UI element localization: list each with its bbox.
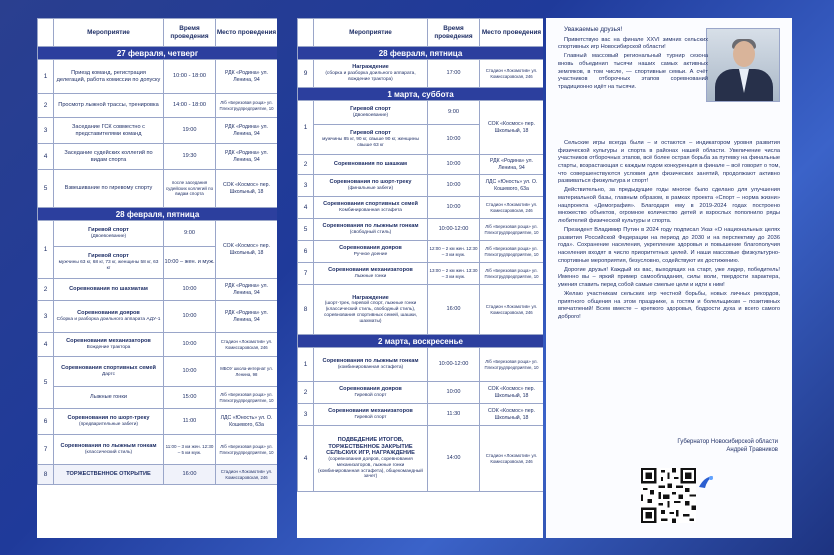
table-row: 8 Награждение (шорт-трек, гиревой спорт, лыжные гонки (классический стиль, свободный стиль), соревнования спортивных семей, шашки, шахматы) 16:00 Стадион «Локомотив» ул. Комиссаровская, 246 (298, 285, 544, 335)
letter-body (558, 140, 780, 323)
header-time: Время проведения (164, 19, 216, 47)
header-row (38, 19, 278, 47)
signature-block (677, 438, 778, 455)
header-row (298, 19, 544, 47)
table-row: 1 Соревнования по лыжным гонкам (комбинированная эстафета) 10:00-12:00 Л/б «Березовая роща» ул. Плехотрудпредприятие, 10 (298, 348, 544, 382)
table-row: 4 Соревнования механизаторов Вождение трактора 10:00 Стадион «Локомотив» ул. Комиссаровская, 246 (38, 333, 278, 357)
table-row: 4 Заседание судейских коллегий по видам спорта 19:30 РДК «Родина» ул. Ленина, 94 (38, 144, 278, 170)
table-row: 3 Соревнования механизаторов Гиревой спорт 11:30 СОК «Космос» пер. Школьный, 18 (298, 404, 544, 426)
table-row: 5 Соревнования по лыжным гонкам (свободный стиль) 10:00-12:00 Л/б «Березовая роща» ул. Плехотрудпредприятие, 10 (298, 219, 544, 241)
schedule-table-middle (297, 18, 543, 492)
table-row: Лыжные гонки 15:00 Л/б «Березовая роща» ул. Плехотрудпредприятие, 10 (38, 387, 278, 409)
table-row: 6 Соревнования дояров Ручное доение 12:00 – 2 км жен. 12:30 – 3 км муж. Л/б «Березовая роща» ул. Плехотрудпредприятие, 10 (298, 241, 544, 263)
table-row: 7 Соревнования механизаторов Лыжные гонки 13:00 – 2 км жен. 13:30 – 3 км муж. Л/б «Березовая роща» ул. Плехотрудпредприятие, 10 (298, 263, 544, 285)
header-event: Мероприятие (314, 19, 428, 47)
table-row: 7 Соревнования по лыжным гонкам (классический стиль) 11:00 – 3 км жен. 12:30 – 5 км муж. Л/б «Березовая роща» ул. Плехотрудпредприятие, 10 (38, 435, 278, 465)
qr-code-icon[interactable] (641, 468, 696, 523)
governor-letter-panel (546, 18, 792, 538)
table-row: 2 Соревнования по шахматам 10:00 РДК «Родина» ул. Ленина, 94 (38, 279, 278, 301)
schedule-panel-middle (297, 18, 543, 538)
table-row: 3 Заседание ГСК совместно с представителями команд 19:00 РДК «Родина» ул. Ленина, 94 (38, 118, 278, 144)
day-heading: 1 марта, суббота (298, 88, 544, 101)
letter-paragraph: Президент Владимир Путин в 2024 году подписал Указ «О национальных целях развития Российской Федерации на период до 2030 и на перспективу до 2036 года». Сохранение населения, укрепление здоровья и повышение благополучия населения входят в число приоритетных целей. И наши массовые физкультурно-спортивные мероприятия, безусловно, содействуют их достижению. (558, 226, 780, 264)
governor-photo (706, 28, 780, 102)
letter-paragraph: Главный массовый региональный турнир сезона вновь объединил тысячи наших самых активных земляков, в том числе, — спортивные семьи. А счёт участников отборочных этапов соревнований традиционно идёт на тысячи. (558, 53, 708, 90)
letter-paragraph: Приветствую вас на финале XXVI зимних сельских спортивных игр Новосибирской области! (558, 36, 708, 51)
table-row: 1 Гиревой спорт (Двоевоевание) 9:00 СОК «Космос» пер. Школьный, 18 (38, 221, 278, 247)
table-row: 5 Соревнования спортивных семей Дартс 10:00 МБОУ школа-интернат ул. Ленина, 98 (38, 357, 278, 387)
header-place: Место проведения (480, 19, 544, 47)
table-row: 8 ТОРЖЕСТВЕННОЕ ОТКРЫТИЕ 16:00 Стадион «Локомотив» ул. Комиссаровская, 246 (38, 465, 278, 485)
schedule-panel-left (37, 18, 277, 538)
day-heading: 28 февраля, пятница (298, 47, 544, 60)
day-heading: 27 февраля, четверг (38, 47, 278, 60)
table-row: 2 Просмотр лыжной трассы, тренировка 14:00 - 18:00 Л/б «Березовая роща» ул. Плехотрудпредприятие, 10 (38, 94, 278, 118)
day-heading: 2 марта, воскресенье (298, 335, 544, 348)
letter-paragraph: Действительно, за предыдущие годы многое было сделано для улучшения материальной базы, главным образом, в рамках проекта «Спорт – норма жизни» нацпроекта «Демография». Благодаря ему в 2019-2024 годах построено множество объектов, огромное количество детей и взрослых пополнило ряды любителей физической культуры и спорта. (558, 187, 780, 225)
table-row: 6 Соревнования по шорт-треку (предварительные забеги) 11:00 ЛДС «Юность» ул. О. Кошевого, 63а (38, 409, 278, 435)
signature-name: Андрей Травников (726, 447, 778, 454)
day-heading: 28 февраля, пятница (38, 208, 278, 221)
schedule-table-left (37, 18, 277, 485)
table-row: Гиревой спорт мужчины 63 кг, 68 кг, 73 кг, женщины 58 кг, 63 кг 10:00 – жен. и муж. (38, 247, 278, 279)
letter-paragraph: Дорогие друзья! Каждый из вас, выходящих на старт, уже лидер, победитель! Именно вы – яркий пример самообладания, силы воли, твердости характера, умения ставить перед собой самые смелые цели и идти к ним! (558, 266, 780, 288)
table-row: 5 Взвешивание по гиревому спорту после заседания судейских коллегий по видам спорта СОК «Космос» пер. Школьный, 18 (38, 170, 278, 208)
signature-title: Губернатор Новосибирской области (677, 439, 778, 445)
table-row: 3 Соревнования по шорт-треку (финальные забеги) 10:00 ЛДС «Юность» ул. О. Кошевого, 63а (298, 175, 544, 197)
table-row: 4 ПОДВЕДЕНИЕ ИТОГОВ, ТОРЖЕСТВЕННОЕ ЗАКРЫТИЕ СЕЛЬСКИХ ИГР, НАГРАЖДЕНИЕ (соревнования дояров, соревнования механизаторов, лыжные гонки (комбинированная эстафета), общекомандный зачет) 14:00 Стадион «Локомотив» ул. Комиссаровская, 246 (298, 426, 544, 492)
letter-paragraph: Сельские игры всегда были – и остаются – индикатором уровня развития физической культуры и спорта в районах нашей области. Увеличение числа участников отборочных этапов, всё более острая борьба за путевку на финальные старты, возрастающая с каждым годом конкуренция в финале – всё говорит о том, что совершенствуются условия для физических занятий, продолжают активно развиваться физкультура и спорт! (558, 140, 780, 185)
table-row: 1 Гиревой спорт (Двоевоевание) 9:00 СОК «Космос» пер. Школьный, 18 (298, 101, 544, 125)
table-row: Гиревой спорт мужчины 85 кг, 90 кг, свыше 90 кг, женщины свыше 63 кг 10:00 (298, 125, 544, 155)
table-row: 1 Приезд команд, регистрация делегаций, работа комиссии по допуску 10:00 - 18:00 РДК «Родина» ул. Ленина, 94 (38, 60, 278, 94)
table-row: 2 Соревнования по шашкам 10:00 РДК «Родина» ул. Ленина, 94 (298, 155, 544, 175)
table-row: 2 Соревнования дояров Гиревой спорт 10:00 СОК «Космос» пер. Школьный, 18 (298, 382, 544, 404)
header-event: Мероприятие (54, 19, 164, 47)
table-row: 3 Соревнования дояров Сборка и разборка доильного аппарата АДУ-1 10:00 РДК «Родина» ул. Ленина, 94 (38, 301, 278, 333)
letter-top (558, 26, 708, 93)
games-logo-icon (696, 473, 716, 493)
letter-paragraph: Желаю участникам сельских игр честной борьбы, новых личных рекордов, приятного общения на этом празднике, а гостям и болельщикам – позитивных впечатлений! Всем вместе – крепкого здоровья, бодрости духа и всего самого доброго! (558, 290, 780, 320)
table-row: 9 Награждение (сборка и разборка доильного аппарата, вождение трактора) 17:00 Стадион «Локомотив» ул. Комиссаровская, 246 (298, 60, 544, 88)
header-place: Место проведения (216, 19, 278, 47)
header-time: Время проведения (428, 19, 480, 47)
letter-greeting: Уважаемые друзья! (564, 26, 623, 33)
table-row: 4 Соревнования спортивных семей Комбинированная эстафета 10:00 Стадион «Локомотив» ул. Комиссаровская, 246 (298, 197, 544, 219)
